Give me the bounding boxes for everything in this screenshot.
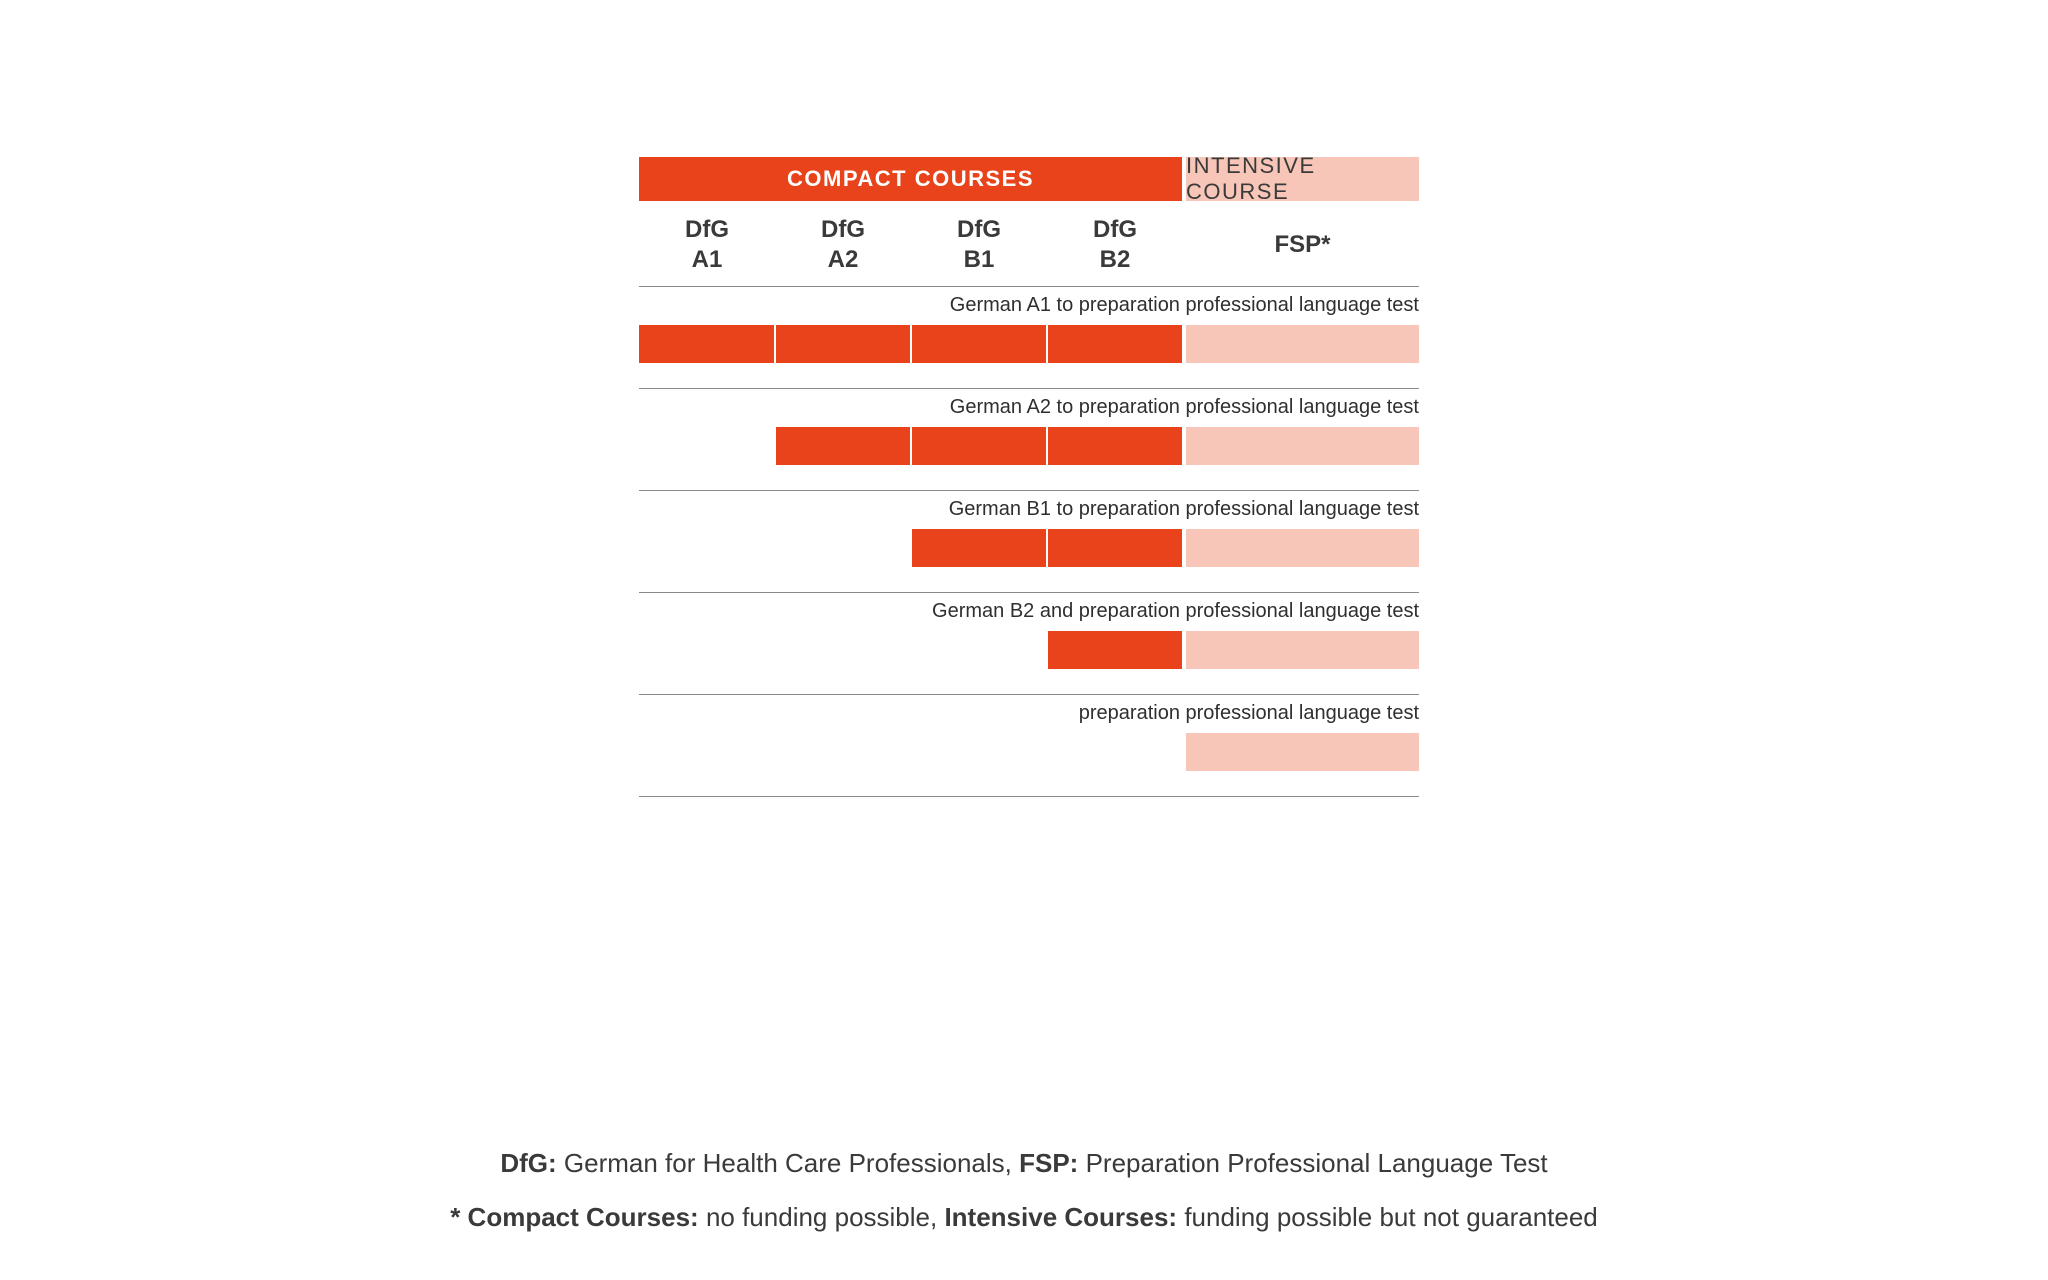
legend-term: DfG: bbox=[500, 1148, 557, 1178]
column-label-line: B1 bbox=[963, 246, 995, 273]
column-label-dfg-a2 bbox=[775, 215, 911, 275]
column-label-line: DfG bbox=[821, 216, 865, 243]
legend-line-funding bbox=[0, 1202, 2048, 1233]
legend-text: funding possible but not guaranteed bbox=[1177, 1202, 1598, 1232]
course-segment-fsp bbox=[1186, 631, 1419, 669]
course-segment-b1 bbox=[912, 325, 1046, 363]
column-label-line: FSP* bbox=[1274, 231, 1331, 258]
intensive-course-header: INTENSIVE COURSE bbox=[1186, 157, 1419, 201]
column-label-dfg-b1 bbox=[911, 215, 1047, 275]
divider bbox=[639, 592, 1419, 593]
divider bbox=[639, 286, 1419, 287]
course-segment-fsp bbox=[1186, 427, 1419, 465]
course-segment-fsp bbox=[1186, 733, 1419, 771]
course-segment-a2 bbox=[776, 325, 910, 363]
row-caption: German B2 and preparation professional language test bbox=[932, 600, 1419, 622]
course-segment-fsp bbox=[1186, 325, 1419, 363]
column-label-line: DfG bbox=[1093, 216, 1137, 243]
legend-text: no funding possible, bbox=[698, 1202, 945, 1232]
divider bbox=[639, 694, 1419, 695]
legend-term: * Compact Courses: bbox=[450, 1202, 699, 1232]
column-label-line: A2 bbox=[827, 246, 859, 273]
column-label-line: B2 bbox=[1099, 246, 1131, 273]
divider bbox=[639, 388, 1419, 389]
legend-text: Preparation Professional Language Test bbox=[1078, 1148, 1548, 1178]
column-label-dfg-b2 bbox=[1047, 215, 1183, 275]
course-segment-b1 bbox=[912, 529, 1046, 567]
column-label-fsp bbox=[1186, 215, 1419, 275]
course-chart bbox=[639, 153, 1419, 799]
column-label-line: DfG bbox=[685, 216, 729, 243]
column-label-line: A1 bbox=[691, 246, 723, 273]
column-label-dfg-a1 bbox=[639, 215, 775, 275]
legend-text: German for Health Care Professionals, bbox=[556, 1148, 1020, 1178]
course-segment-b2 bbox=[1048, 529, 1182, 567]
course-segment-a2 bbox=[776, 427, 910, 465]
course-segment-a1 bbox=[639, 325, 774, 363]
course-segment-b2 bbox=[1048, 427, 1182, 465]
row-caption: German B1 to preparation professional language test bbox=[948, 498, 1419, 520]
compact-courses-header: COMPACT COURSES bbox=[639, 157, 1182, 201]
legend-term: Intensive Courses: bbox=[944, 1202, 1178, 1232]
course-segment-b2 bbox=[1048, 325, 1182, 363]
legend-term: FSP: bbox=[1019, 1148, 1079, 1178]
legend-line-abbreviations bbox=[0, 1148, 2048, 1179]
row-caption: German A1 to preparation professional language test bbox=[949, 294, 1419, 316]
row-caption: preparation professional language test bbox=[1078, 702, 1419, 724]
divider bbox=[639, 796, 1419, 797]
course-segment-b1 bbox=[912, 427, 1046, 465]
course-segment-b2 bbox=[1048, 631, 1182, 669]
column-label-line: DfG bbox=[957, 216, 1001, 243]
divider bbox=[639, 490, 1419, 491]
course-segment-fsp bbox=[1186, 529, 1419, 567]
row-caption: German A2 to preparation professional language test bbox=[949, 396, 1419, 418]
